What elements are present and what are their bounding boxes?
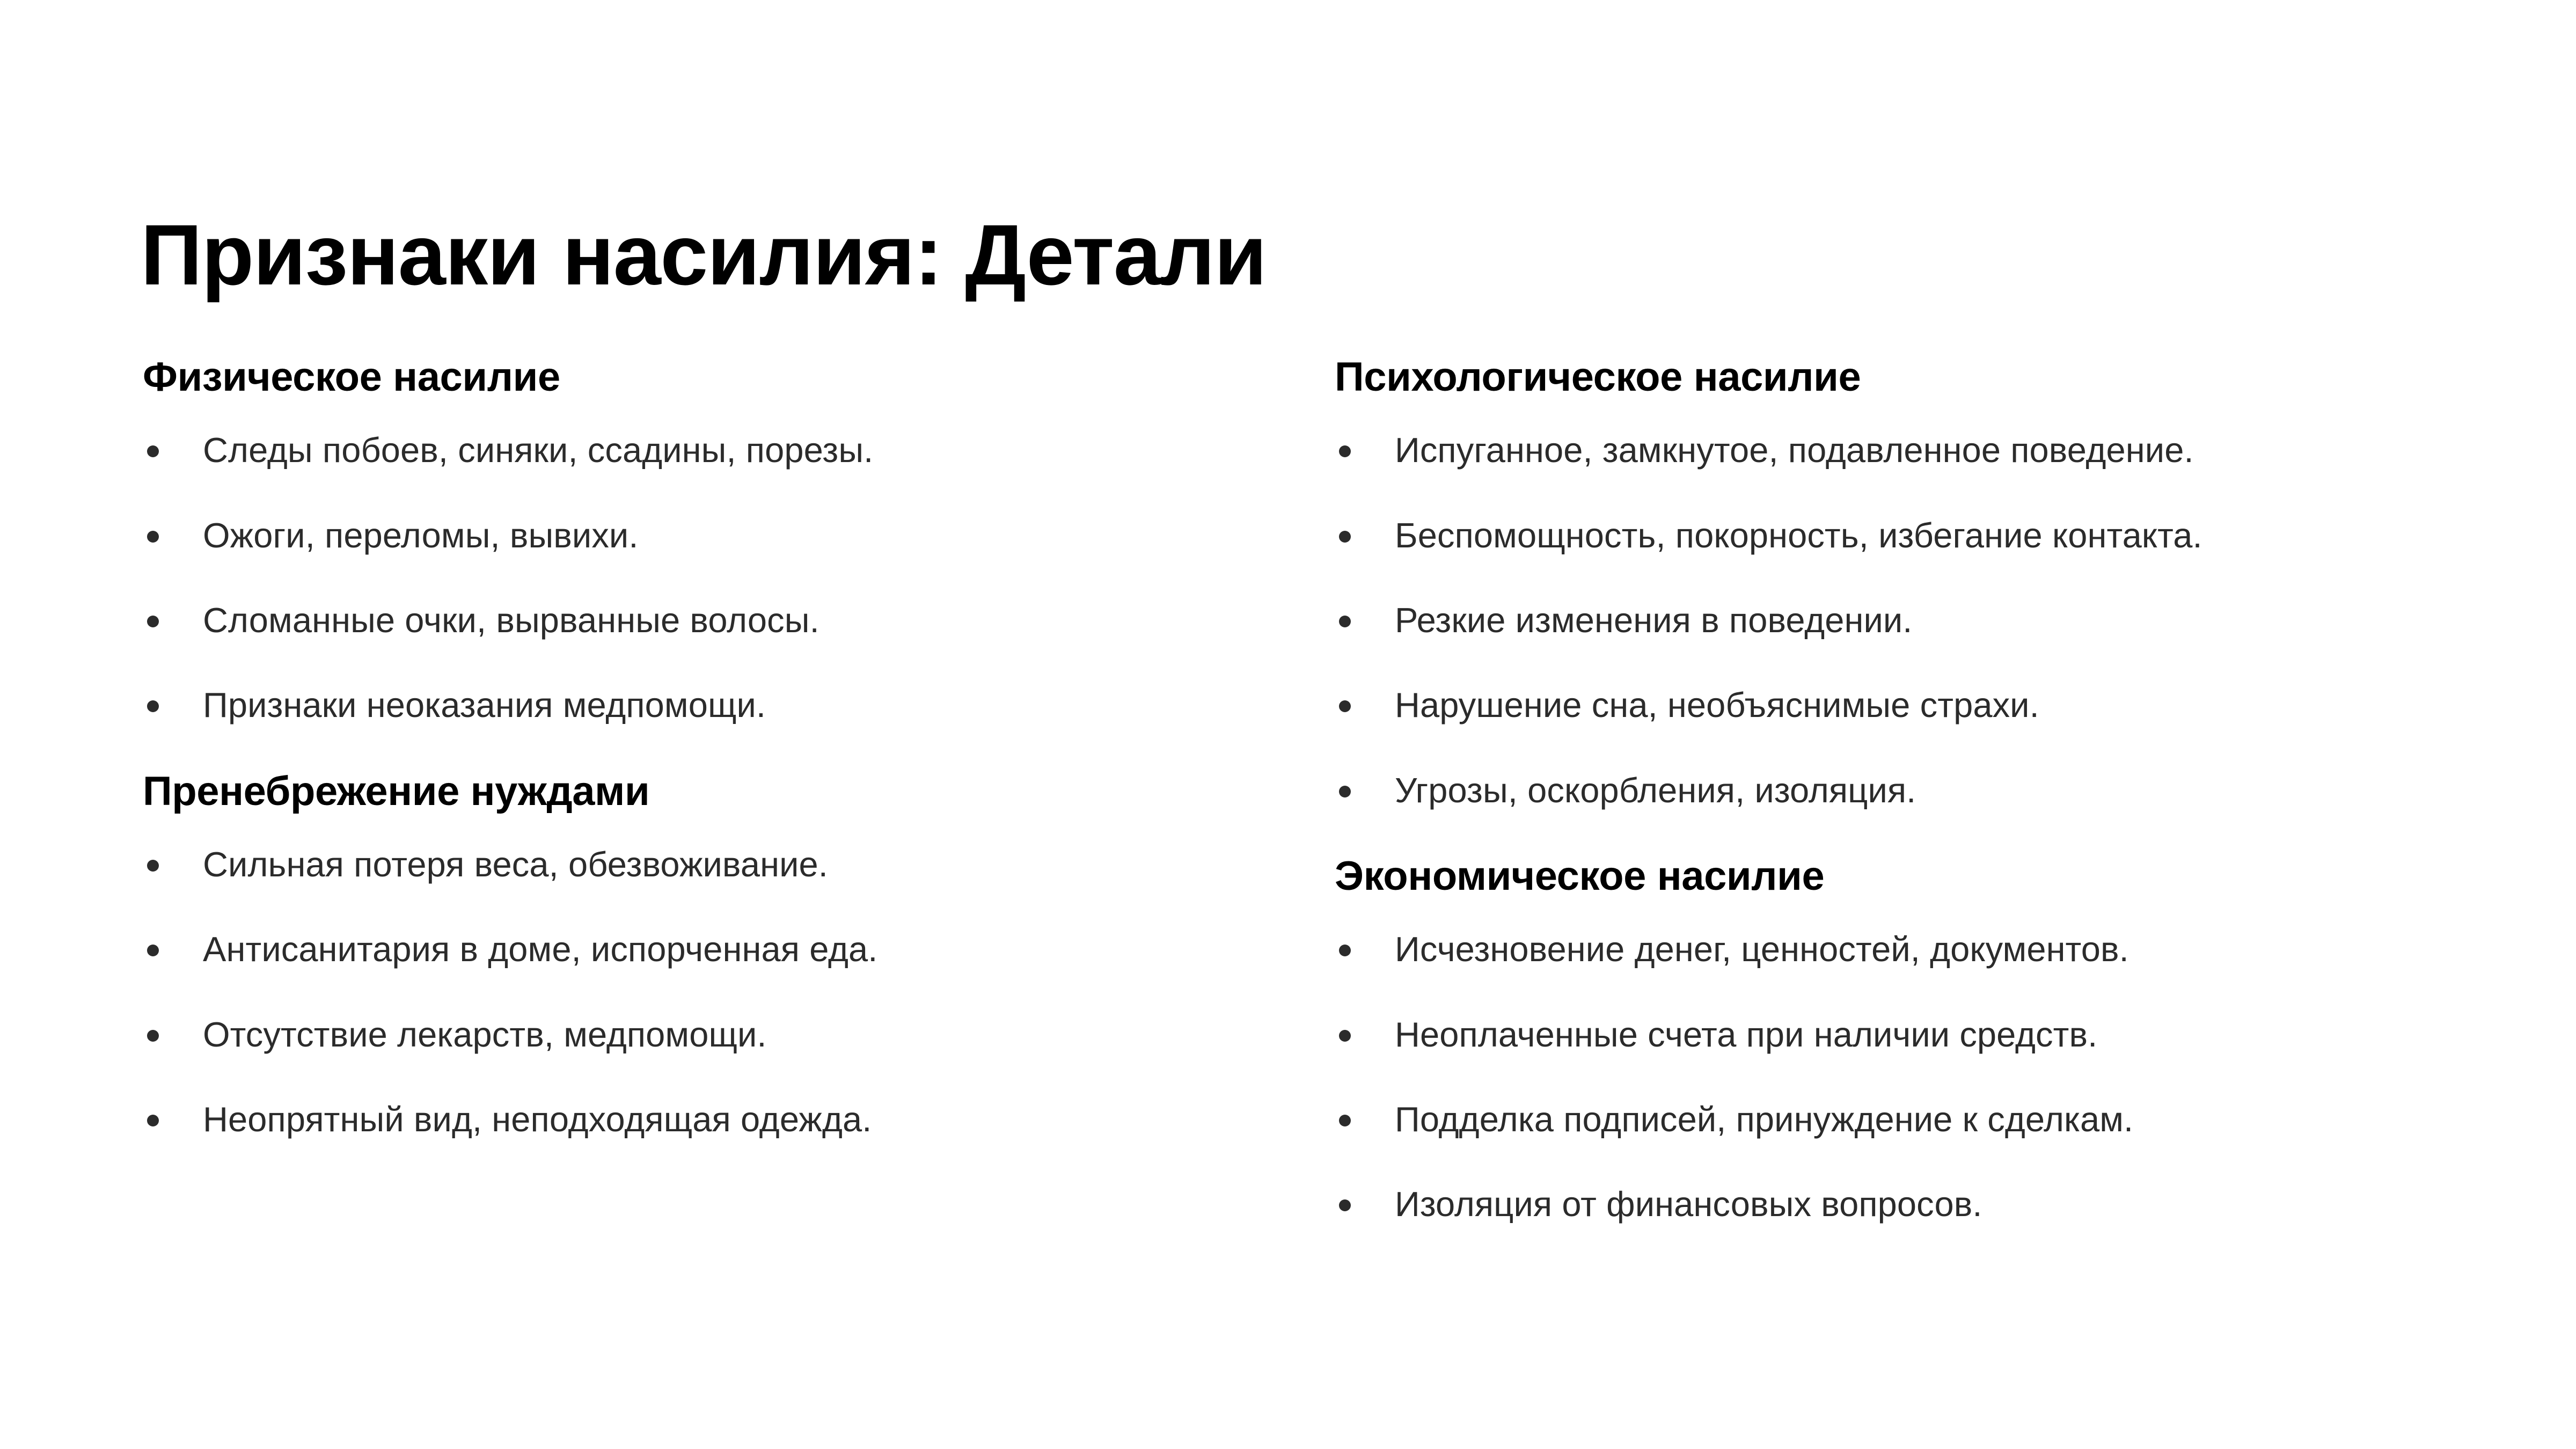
bullet-dot-icon: [1339, 1199, 1351, 1211]
list-item-label: Нарушение сна, необъяснимые страхи.: [1395, 685, 2039, 725]
bullet-dot-icon: [147, 445, 159, 457]
bullet-dot-icon: [1339, 945, 1351, 956]
list-item: [1335, 1014, 2462, 1055]
bullet-dot-icon: [147, 860, 159, 872]
bullet-dot-icon: [147, 616, 159, 627]
list-item-label: Угрозы, оскорбления, изоляция.: [1395, 770, 1916, 810]
list-item-label: Признаки неоказания медпомощи.: [203, 685, 766, 725]
section-heading-physical-abuse: Физическое насилие: [143, 354, 560, 400]
column-left: [143, 354, 1270, 1139]
list-item-label: Изоляция от финансовых вопросов.: [1395, 1184, 1982, 1224]
list-item: [143, 685, 1270, 725]
bullet-dot-icon: [147, 531, 159, 543]
list-item: [143, 430, 1270, 470]
bullet-dot-icon: [147, 700, 159, 712]
list-item: [1335, 1184, 2462, 1224]
section-heading-psychological-abuse: Психологическое насилие: [1335, 354, 1861, 400]
section-economic-abuse: [1335, 853, 2462, 1225]
bullet-list-economic-abuse: [1335, 929, 2462, 1225]
list-item: [143, 515, 1270, 555]
list-item-label: Резкие изменения в поведении.: [1395, 600, 1913, 640]
section-neglect: [143, 769, 1270, 1140]
list-item: [1335, 430, 2462, 470]
bullet-dot-icon: [1339, 445, 1351, 457]
list-item: [1335, 685, 2462, 725]
list-item-label: Антисанитария в доме, испорченная еда.: [203, 930, 878, 969]
list-item-label: Неопрятный вид, неподходящая одежда.: [203, 1099, 872, 1139]
list-item-label: Сломанные очки, вырванные волосы.: [203, 600, 819, 640]
list-item: [143, 929, 1270, 969]
bullet-list-physical-abuse: [143, 430, 1270, 726]
bullet-dot-icon: [1339, 531, 1351, 543]
list-item: [1335, 1099, 2462, 1139]
list-item-label: Испуганное, замкнутое, подавленное поведение.: [1395, 430, 2194, 470]
list-item-label: Следы побоев, синяки, ссадины, порезы.: [203, 430, 874, 470]
bullet-dot-icon: [147, 1115, 159, 1126]
bullet-dot-icon: [1339, 1115, 1351, 1126]
section-psychological-abuse: [1335, 354, 2462, 810]
bullet-dot-icon: [1339, 616, 1351, 627]
list-item-label: Отсутствие лекарств, медпомощи.: [203, 1014, 767, 1054]
list-item-label: Ожоги, переломы, вывихи.: [203, 515, 639, 555]
section-heading-neglect: Пренебрежение нуждами: [143, 768, 650, 814]
bullet-dot-icon: [1339, 700, 1351, 712]
list-item-label: Беспомощность, покорность, избегание контакта.: [1395, 515, 2202, 555]
list-item: [143, 844, 1270, 884]
bullet-dot-icon: [147, 945, 159, 956]
column-right: [1335, 354, 2462, 1225]
list-item-label: Подделка подписей, принуждение к сделкам.: [1395, 1099, 2134, 1139]
section-heading-economic-abuse: Экономическое насилие: [1335, 853, 1825, 899]
bullet-dot-icon: [1339, 1030, 1351, 1042]
list-item-label: Исчезновение денег, ценностей, документов.: [1395, 930, 2129, 969]
page-title: Признаки насилия: Детали: [141, 207, 1267, 303]
bullet-dot-icon: [1339, 786, 1351, 797]
list-item: [1335, 515, 2462, 555]
list-item: [143, 600, 1270, 640]
list-item: [143, 1099, 1270, 1139]
list-item: [1335, 770, 2462, 810]
list-item-label: Сильная потеря веса, обезвоживание.: [203, 844, 828, 884]
bullet-list-psychological-abuse: [1335, 430, 2462, 810]
list-item: [1335, 600, 2462, 640]
section-physical-abuse: [143, 354, 1270, 726]
bullet-list-neglect: [143, 844, 1270, 1140]
list-item: [1335, 929, 2462, 969]
content-columns: [0, 354, 2576, 1225]
list-item: [143, 1014, 1270, 1055]
bullet-dot-icon: [147, 1030, 159, 1042]
list-item-label: Неоплаченные счета при наличии средств.: [1395, 1014, 2098, 1054]
